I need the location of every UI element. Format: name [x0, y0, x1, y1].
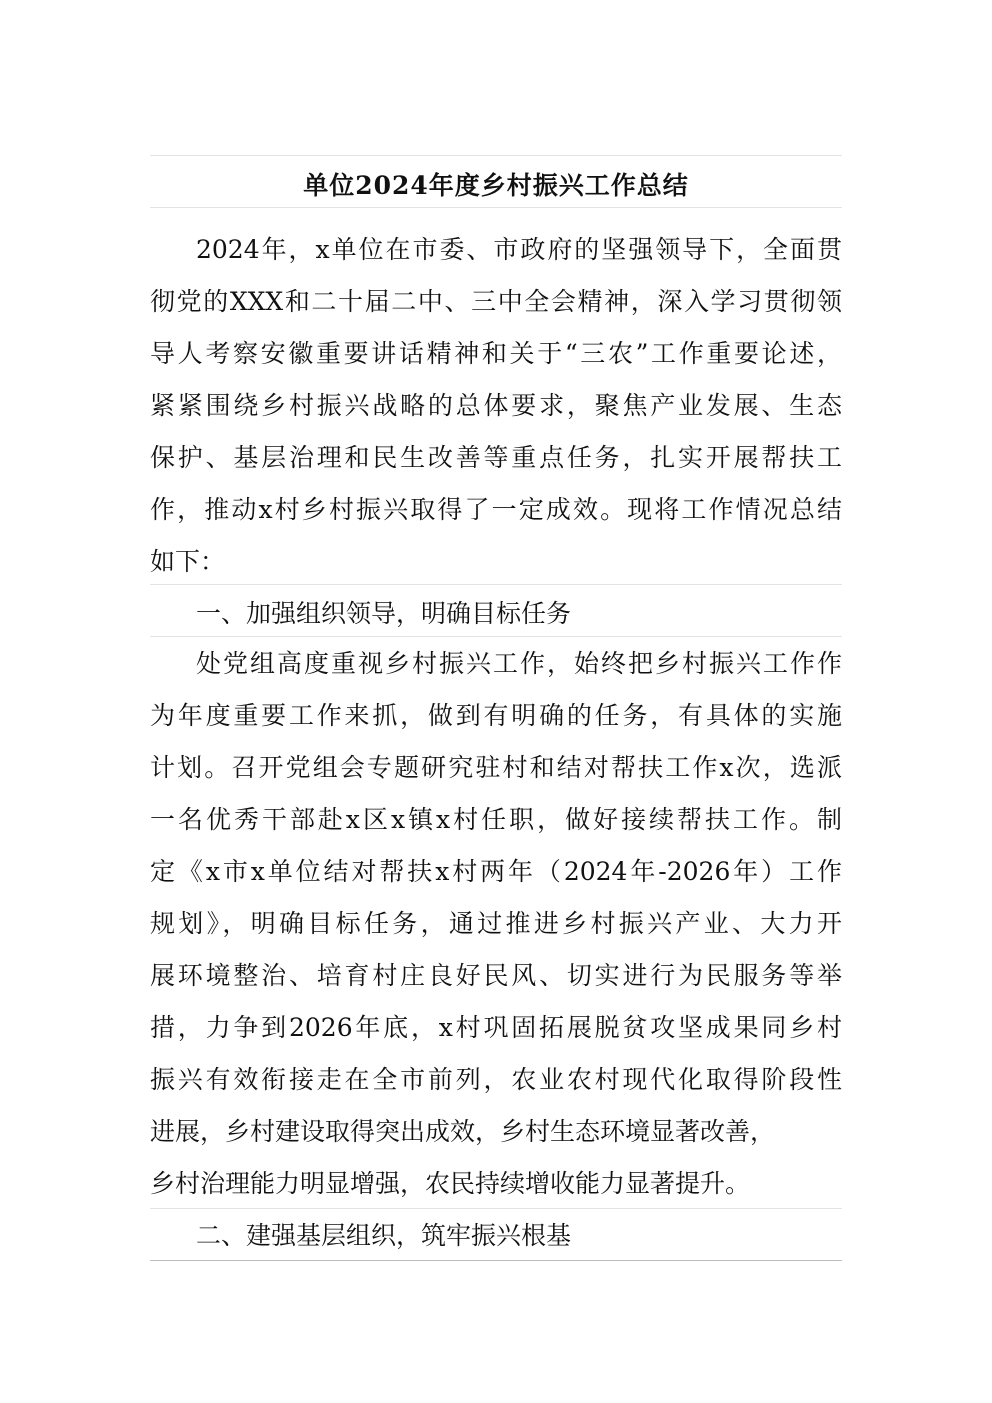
intro-line: 导人考察安徽重要讲话精神和关于“三农”工作重要论述，: [150, 339, 842, 368]
section1-line: 规划》，明确目标任务，通过推进乡村振兴产业、大力开: [150, 909, 842, 938]
intro-line: 保护、基层治理和民生改善等重点任务，扎实开展帮扶工: [150, 443, 842, 472]
section1-line: 计划。召开党组会专题研究驻村和结对帮扶工作x次，选派: [150, 753, 842, 782]
section1-line: 一名优秀干部赴x区x镇x村任职，做好接续帮扶工作。制: [150, 805, 842, 834]
intro-line: 2024年，x单位在市委、市政府的坚强领导下，全面贯: [196, 235, 842, 264]
section1-paragraph: [150, 638, 842, 1210]
section1-bottom-rule: [150, 636, 842, 637]
section1-line: 定《x市x单位结对帮扶x村两年（2024年-2026年）工作: [150, 857, 842, 886]
document-title: 单位2024年度乡村振兴工作总结: [303, 171, 689, 200]
section1-line: 措，力争到2026年底，x村巩固拓展脱贫攻坚成果同乡村: [150, 1013, 842, 1042]
section1-line: 振兴有效衔接走在全市前列，农业农村现代化取得阶段性: [150, 1065, 842, 1094]
intro-line: 彻党的XXX和二十届二中、三中全会精神，深入学习贯彻领: [150, 287, 842, 316]
section1-line: 乡村治理能力明显增强，农民持续增收能力显著提升。: [150, 1169, 751, 1198]
section1-heading: 一、加强组织领导，明确目标任务: [196, 599, 572, 628]
section1-line: 处党组高度重视乡村振兴工作，始终把乡村振兴工作作: [196, 649, 842, 678]
section2-heading: 二、建强基层组织，筑牢振兴根基: [196, 1221, 572, 1250]
section2-bottom-rule: [150, 1260, 842, 1261]
intro-line: 作，推动x村乡村振兴取得了一定成效。现将工作情况总结: [150, 495, 842, 524]
title-rule: [150, 207, 842, 208]
section2-top-rule: [150, 1208, 842, 1209]
section1-line: 为年度重要工作来抓，做到有明确的任务，有具体的实施: [150, 701, 842, 730]
section1-line: 进展，乡村建设取得突出成效，乡村生态环境显著改善，: [150, 1117, 776, 1146]
section1-top-rule: [150, 584, 842, 585]
intro-line: 紧紧围绕乡村振兴战略的总体要求，聚焦产业发展、生态: [150, 391, 842, 420]
intro-paragraph: [150, 224, 842, 588]
section1-line: 展环境整治、培育村庄良好民风、切实进行为民服务等举: [150, 961, 842, 990]
intro-line: 如下：: [150, 547, 226, 576]
top-rule: [150, 155, 842, 156]
